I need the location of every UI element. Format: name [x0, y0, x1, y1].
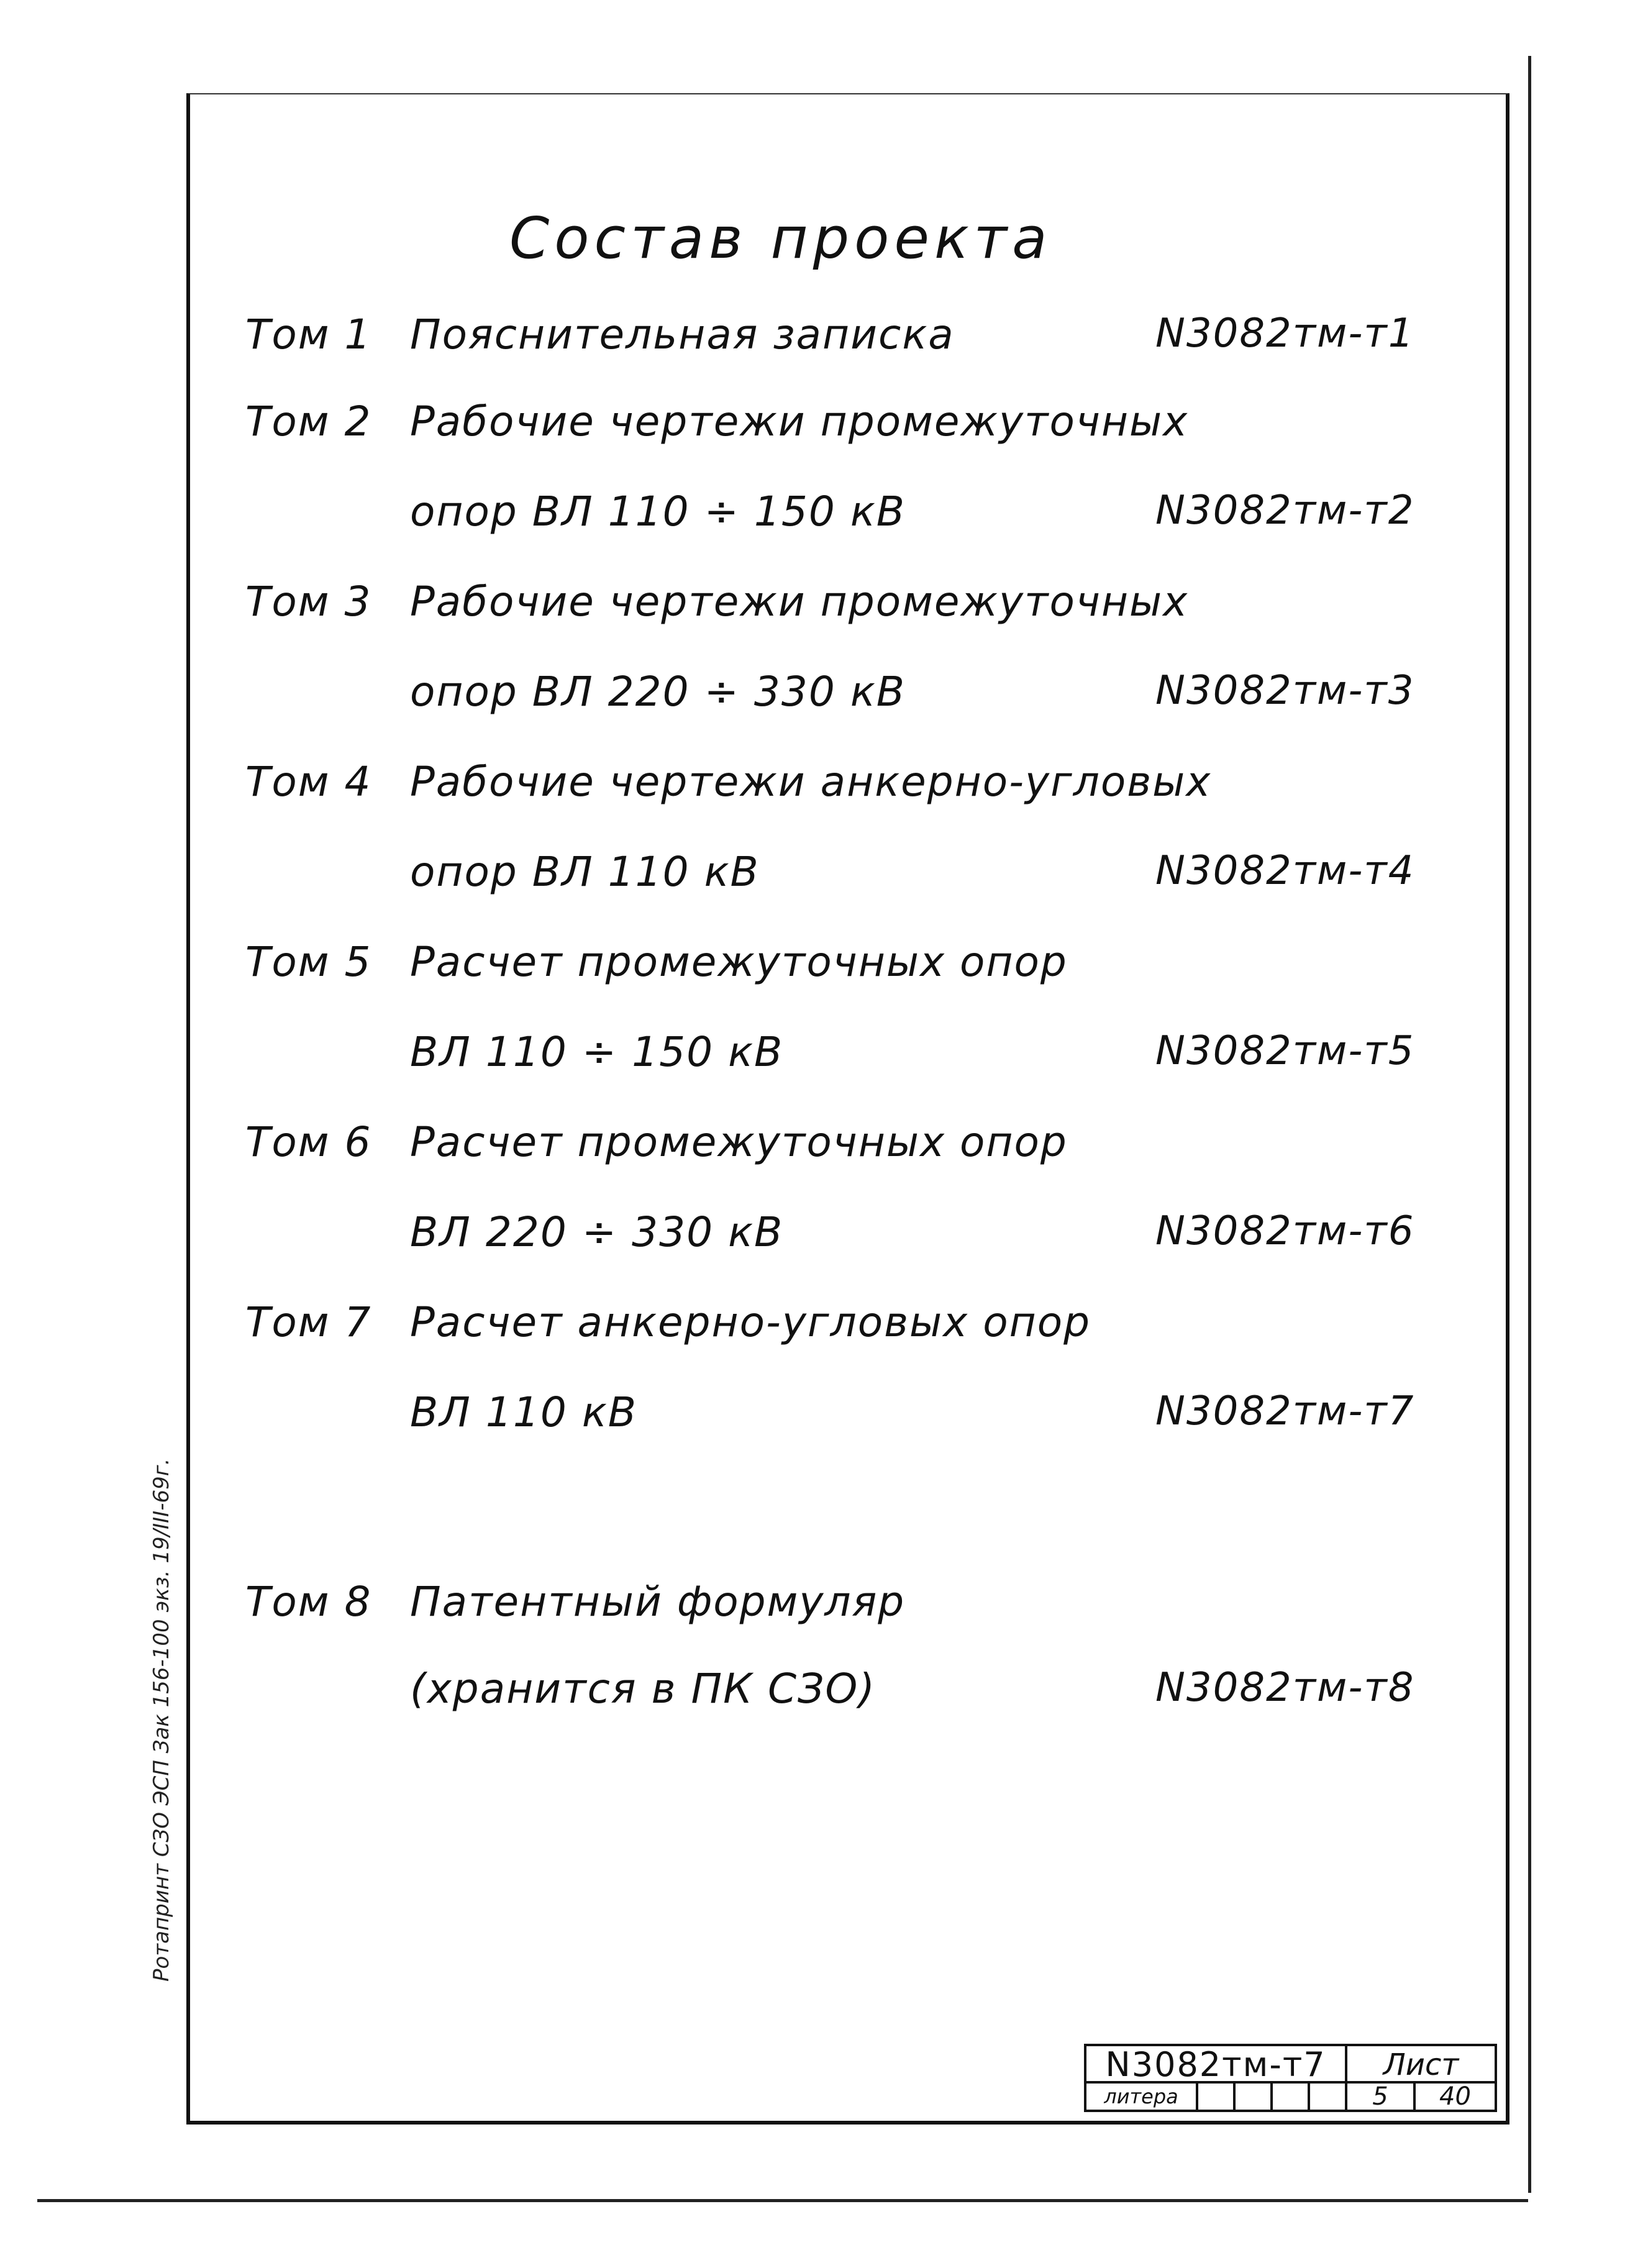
volume-description: Патентный формуляр [410, 1578, 906, 1626]
volume-code: N3082тм-т4 [1155, 848, 1415, 894]
volume-description: Пояснительная записка [410, 311, 955, 358]
volume-description: Расчет промежуточных опор [410, 1118, 1068, 1166]
document-title: Состав проекта [509, 205, 1052, 271]
volume-code: N3082тм-т1 [1155, 311, 1415, 357]
volume-code: N3082тм-т7 [1155, 1388, 1415, 1434]
title-block-litera-cell [1236, 2084, 1273, 2110]
title-block-litera-cell [1310, 2084, 1347, 2110]
volume-description-cont: опор ВЛ 110 кВ [410, 848, 760, 896]
volume-description-cont: ВЛ 110 ÷ 150 кВ [410, 1028, 784, 1076]
volume-description-cont: ВЛ 110 кВ [410, 1388, 637, 1436]
page-bottom-line [37, 2199, 1528, 2202]
volume-description: Рабочие чертежи промежуточных [410, 398, 1189, 445]
title-block-sheet-total: 40 [1439, 2082, 1471, 2111]
volume-label: Том 6 [245, 1118, 372, 1166]
volume-description: Рабочие чертежи промежуточных [410, 578, 1189, 626]
volume-label: Том 8 [245, 1578, 372, 1626]
volume-code: N3082тм-т6 [1155, 1208, 1415, 1254]
title-block-sheet-label: Лист [1347, 2046, 1495, 2084]
page-edge-line [1528, 56, 1531, 2193]
volume-label: Том 1 [245, 311, 372, 358]
volume-description-cont: опор ВЛ 110 ÷ 150 кВ [410, 488, 906, 535]
volume-description-cont: (хранится в ПК СЗО) [410, 1665, 876, 1713]
volume-code: N3082тм-т3 [1155, 668, 1415, 714]
volume-description: Расчет промежуточных опор [410, 938, 1068, 986]
volume-code: N3082тм-т5 [1155, 1028, 1415, 1074]
title-block-litera-label: литера [1086, 2084, 1198, 2110]
volume-code: N3082тм-т8 [1155, 1665, 1415, 1711]
volume-label: Том 5 [245, 938, 372, 986]
volume-label: Том 3 [245, 578, 372, 626]
print-stamp: Ротапринт СЗО ЭСП Зак 156-100 экз. 19/III-69г. [149, 1458, 174, 1982]
volume-code: N3082тм-т2 [1155, 488, 1415, 534]
volume-description-cont: ВЛ 220 ÷ 330 кВ [410, 1208, 784, 1256]
volume-label: Том 7 [245, 1298, 372, 1346]
title-block-litera-cell [1273, 2084, 1310, 2110]
volume-description: Расчет анкерно-угловых опор [410, 1298, 1091, 1346]
volume-label: Том 2 [245, 398, 372, 445]
title-block-code: N3082тм-т7 [1086, 2046, 1347, 2084]
title-block-sheet-number: 5 [1347, 2084, 1416, 2110]
volume-label: Том 4 [245, 758, 372, 806]
volume-description-cont: опор ВЛ 220 ÷ 330 кВ [410, 668, 906, 716]
volume-description: Рабочие чертежи анкерно-угловых [410, 758, 1212, 806]
title-block [1084, 2044, 1497, 2112]
title-block-litera-cell [1198, 2084, 1236, 2110]
